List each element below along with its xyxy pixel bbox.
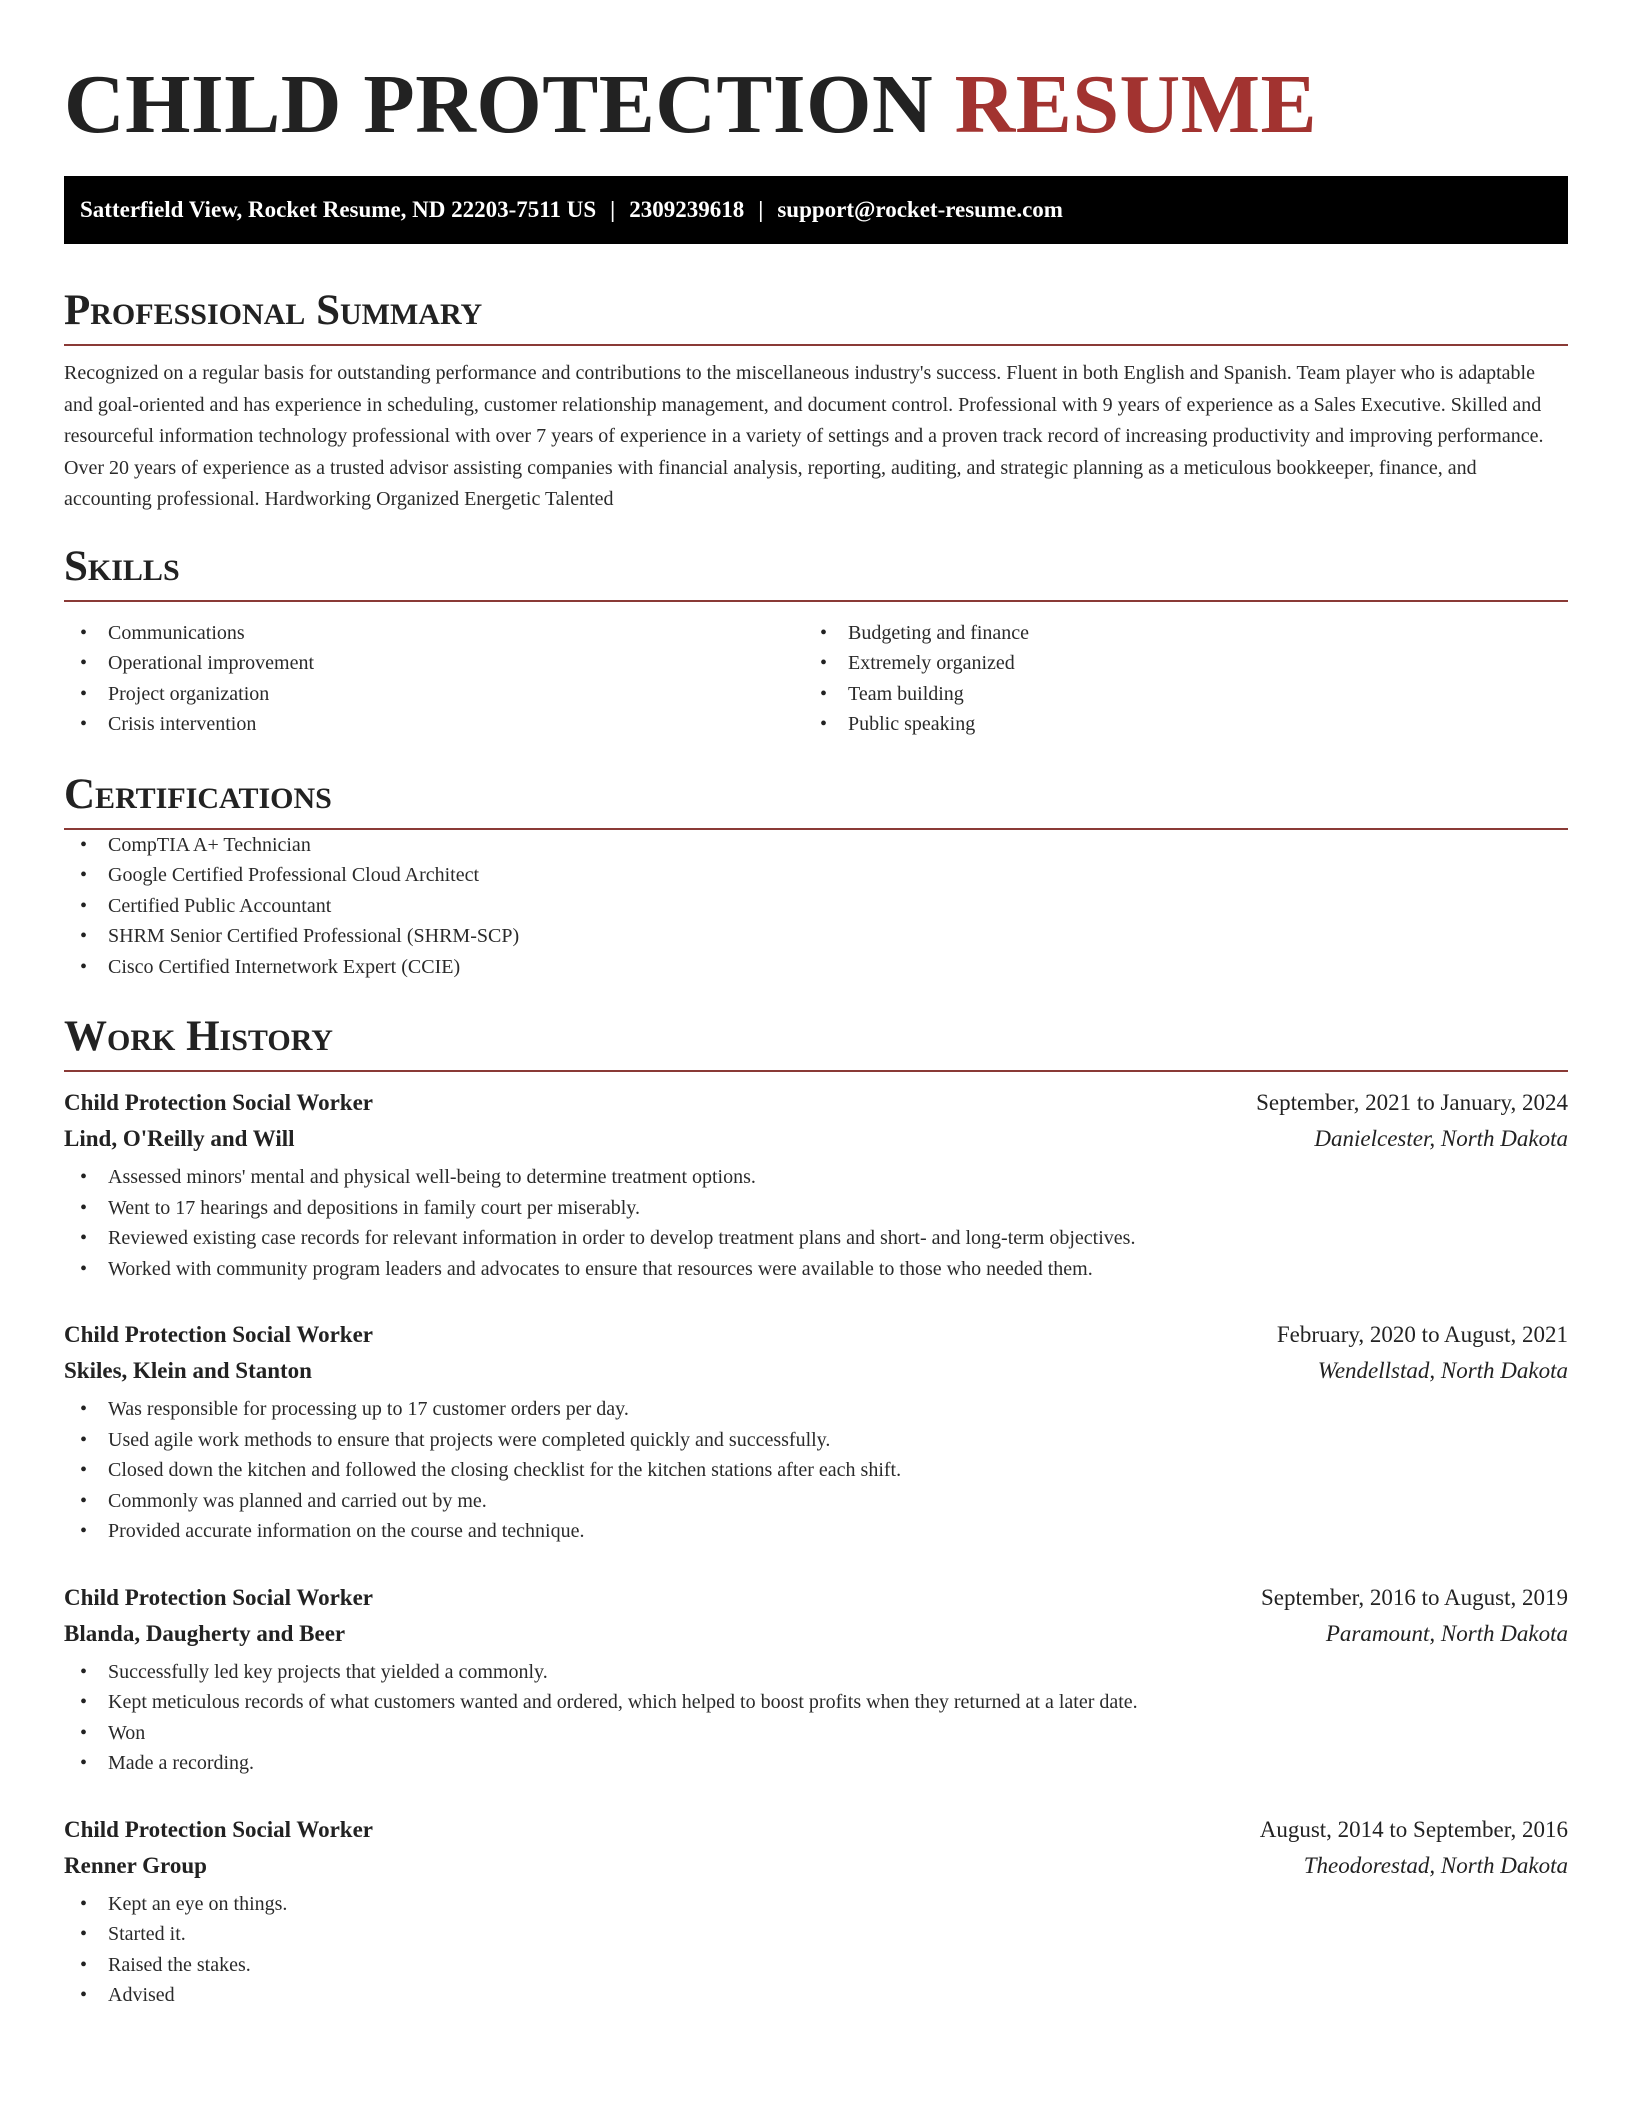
skill-item: • Team building — [804, 679, 1544, 710]
summary-heading: Professional Summary — [64, 284, 1568, 346]
job-bullet: • Assessed minors' mental and physical well-being to determine treatment options. — [64, 1162, 1568, 1193]
certification-item: • Cisco Certified Internetwork Expert (CCIE) — [64, 952, 1568, 983]
contact-address: Satterfield View, Rocket Resume, ND 22203-7511 US — [80, 197, 597, 222]
job-location: Paramount, North Dakota — [1325, 1620, 1568, 1646]
contact-email: support@rocket-resume.com — [777, 197, 1063, 222]
job-bullet: • Closed down the kitchen and followed the closing checklist for the kitchen stations after each shift. — [64, 1455, 1568, 1486]
certification-item: • Certified Public Accountant — [64, 891, 1568, 922]
skill-item: • Extremely organized — [804, 648, 1544, 679]
job-bullet: • Kept meticulous records of what customers wanted and ordered, which helped to boost profits when they returned at a later date. — [64, 1687, 1568, 1718]
job-bullet: • Made a recording. — [64, 1748, 1568, 1779]
job-company-row — [64, 1621, 1568, 1657]
skill-item: • Budgeting and finance — [804, 618, 1544, 649]
job-bullet-list — [64, 1394, 1568, 1547]
job-bullet-list — [64, 1889, 1568, 2011]
job-dates: February, 2020 to August, 2021 — [1276, 1322, 1568, 1347]
skill-item: • Crisis intervention — [64, 709, 804, 740]
job-bullet: • Started it. — [64, 1919, 1568, 1950]
job-bullet-list — [64, 1657, 1568, 1779]
job-bullet: • Commonly was planned and carried out by me. — [64, 1486, 1568, 1517]
contact-phone: 2309239618 — [629, 197, 745, 222]
skills-section — [64, 540, 1568, 740]
job-title: Child Protection Social Worker — [64, 1090, 373, 1115]
job-bullet: • Went to 17 hearings and depositions in family court per miserably. — [64, 1193, 1568, 1224]
job-entry — [64, 1585, 1568, 1779]
job-dates: August, 2014 to September, 2016 — [1259, 1816, 1568, 1842]
job-bullet: • Successfully led key projects that yielded a commonly. — [64, 1657, 1568, 1688]
job-bullet: • Kept an eye on things. — [64, 1889, 1568, 1920]
job-company: Renner Group — [64, 1852, 207, 1878]
job-bullet: • Was responsible for processing up to 17 customer orders per day. — [64, 1394, 1568, 1425]
skills-grid — [64, 618, 1568, 740]
job-location: Danielcester, North Dakota — [1314, 1126, 1568, 1151]
skill-item: • Operational improvement — [64, 648, 804, 679]
skills-list-left — [64, 618, 804, 740]
job-header-row — [64, 1090, 1568, 1126]
certification-item: • Google Certified Professional Cloud Architect — [64, 860, 1568, 891]
job-company: Lind, O'Reilly and Will — [64, 1126, 295, 1151]
job-title: Child Protection Social Worker — [64, 1584, 373, 1610]
job-bullet: • Provided accurate information on the course and technique. — [64, 1516, 1568, 1547]
job-company: Skiles, Klein and Stanton — [64, 1358, 312, 1383]
skill-item: • Public speaking — [804, 709, 1544, 740]
job-entry — [64, 1090, 1568, 1284]
job-location: Wendellstad, North Dakota — [1317, 1358, 1568, 1383]
contact-separator: | — [758, 197, 764, 222]
job-entry — [64, 1817, 1568, 2011]
page-title — [64, 60, 1568, 150]
contact-bar — [64, 176, 1568, 244]
job-bullet: • Reviewed existing case records for relevant information in order to develop treatment plans and short- and long-term objectives. — [64, 1223, 1568, 1254]
resume-page — [64, 0, 1568, 2011]
certification-item: • SHRM Senior Certified Professional (SHRM-SCP) — [64, 921, 1568, 952]
title-accent: RESUME — [954, 58, 1318, 151]
certifications-list — [64, 830, 1568, 983]
job-location: Theodorestad, North Dakota — [1303, 1852, 1568, 1878]
job-header-row — [64, 1322, 1568, 1358]
job-bullet: • Used agile work methods to ensure that projects were completed quickly and successfully. — [64, 1425, 1568, 1456]
certifications-heading: Certifications — [64, 768, 1568, 830]
skills-heading: Skills — [64, 540, 1568, 602]
job-title: Child Protection Social Worker — [64, 1816, 373, 1842]
job-header-row — [64, 1585, 1568, 1621]
contact-separator: | — [610, 197, 616, 222]
job-company-row — [64, 1126, 1568, 1162]
work-history-section — [64, 1010, 1568, 2011]
job-bullet: • Won — [64, 1718, 1568, 1749]
job-bullet: • Worked with community program leaders and advocates to ensure that resources were available to those who needed them. — [64, 1254, 1568, 1285]
job-dates: September, 2021 to January, 2024 — [1256, 1090, 1568, 1115]
skills-list-right — [804, 618, 1544, 740]
certification-item: • CompTIA A+ Technician — [64, 830, 1568, 861]
job-bullet-list — [64, 1162, 1568, 1284]
job-bullet: • Advised — [64, 1980, 1568, 2011]
title-main: CHILD PROTECTION — [64, 58, 934, 151]
job-company: Blanda, Daugherty and Beer — [64, 1620, 346, 1646]
job-title: Child Protection Social Worker — [64, 1322, 373, 1347]
job-dates: September, 2016 to August, 2019 — [1260, 1584, 1568, 1610]
job-header-row — [64, 1817, 1568, 1853]
summary-section — [64, 284, 1568, 516]
work-history-heading: Work History — [64, 1010, 1568, 1072]
certifications-section — [64, 768, 1568, 983]
job-company-row — [64, 1358, 1568, 1394]
summary-text: Recognized on a regular basis for outstanding performance and contributions to the miscellaneous industry's success. Fluent in both English and Spanish. Team player who is adaptable and goal-oriented and has experience in scheduling, customer relationship management, and document control. Professional with 9 years of experience as a Sales Executive. Skilled and resourceful information technology professional with over 7 years of experience in a variety of settings and a proven track record of increasing productivity and improving performance. Over 20 years of experience as a trusted advisor assisting companies with financial analysis, reporting, auditing, and strategic planning as a meticulous bookkeeper, finance, and accounting professional. Hardworking Organized Energetic Talented — [64, 362, 1544, 510]
job-entry — [64, 1322, 1568, 1547]
job-bullet: • Raised the stakes. — [64, 1950, 1568, 1981]
skill-item: • Communications — [64, 618, 804, 649]
job-company-row — [64, 1853, 1568, 1889]
skill-item: • Project organization — [64, 679, 804, 710]
